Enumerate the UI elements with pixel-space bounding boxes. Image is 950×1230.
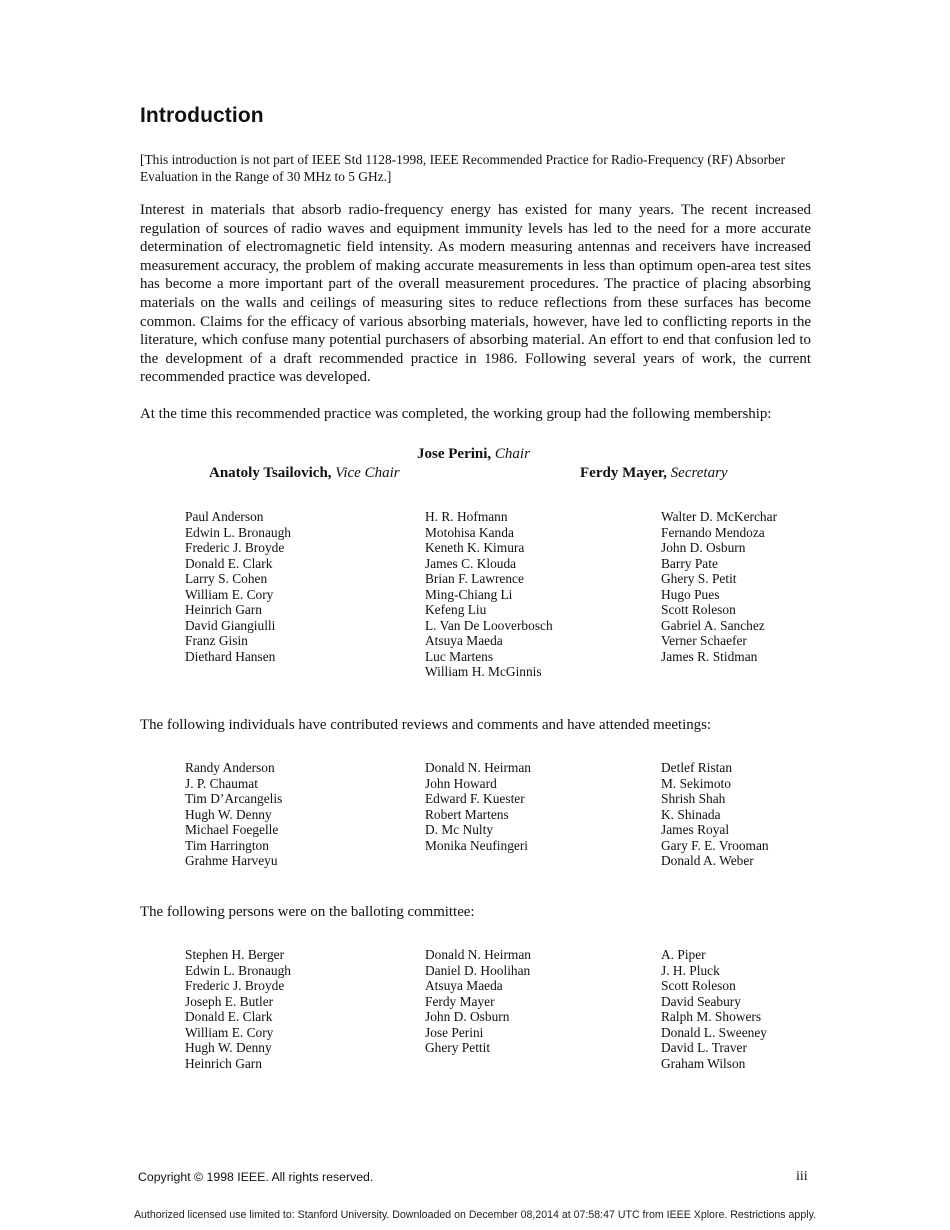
person-name: Gabriel A. Sanchez	[661, 617, 765, 633]
person-name: Donald E. Clark	[185, 555, 273, 571]
vice-chair-line	[209, 465, 400, 482]
person-name: A. Piper	[661, 947, 706, 962]
person-name: John D. Osburn	[425, 1009, 510, 1025]
balloting-intro: The following persons were on the balloting committee:	[140, 904, 475, 920]
person-name: Diethard Hansen	[185, 648, 276, 664]
page-title: Introduction	[140, 104, 264, 127]
contributors-intro: The following individuals have contributed reviews and comments and have attended meetings:	[140, 717, 712, 733]
person-name: Edwin L. Bronaugh	[185, 524, 291, 540]
person-name: J. P. Chaumat	[185, 775, 258, 791]
person-name: Donald A. Weber	[661, 853, 754, 869]
person-name: Heinrich Garn	[185, 602, 262, 618]
chair-role: Chair	[494, 446, 530, 462]
person-name: Barry Pate	[661, 555, 718, 571]
person-name: Detlef Ristan	[661, 760, 733, 775]
person-name: Gary F. E. Vrooman	[661, 837, 769, 853]
person-name: Franz Gisin	[185, 633, 248, 649]
person-name: James R. Stidman	[661, 648, 758, 664]
contributors-column-2	[425, 760, 531, 853]
person-name: Ferdy Mayer	[425, 993, 495, 1009]
person-name: David Giangiulli	[185, 617, 276, 633]
person-name: Donald N. Heirman	[425, 947, 531, 962]
person-name: Robert Martens	[425, 806, 509, 822]
person-name: Motohisa Kanda	[425, 524, 514, 540]
balloting-column-3	[661, 947, 767, 1071]
person-name: Heinrich Garn	[185, 1055, 262, 1071]
chair-name: Jose Perini,	[417, 446, 492, 462]
person-name: Hugh W. Denny	[185, 1040, 272, 1056]
balloting-column-2	[425, 947, 531, 1056]
person-name: Randy Anderson	[185, 760, 275, 775]
person-name: Paul Anderson	[185, 509, 264, 524]
person-name: Donald N. Heirman	[425, 760, 531, 775]
person-name: Hugo Pues	[661, 586, 720, 602]
person-name: John D. Osburn	[661, 540, 746, 556]
introduction-paragraph: Interest in materials that absorb radio-frequency energy has existed for many years. The recent increased regulation of sources of radio waves and equipment immunity levels has led to the need for a more accurate determination of electromagnetic field intensity. As modern measuring antennas and receivers have increased measurement accuracy, the problem of making accurate measurements in less than optimum open-area test sites has become a more important part of the overall measurement procedures. The practice of placing absorbing materials on the walls and ceilings of measuring sites to reduce reflections from these surfaces has become common. Claims for the efficacy of various absorbing materials, however, have led to conflicting reports in the literature, which confuse many potential purchasers of absorbing material. An effort to end that confusion led to the development of a draft recommended practice in 1986. Following several years of work, the current recommended practice was developed.	[140, 202, 811, 386]
person-name: Atsuya Maeda	[425, 633, 503, 649]
contributors-column-1	[185, 760, 282, 869]
person-name: Kefeng Liu	[425, 602, 487, 618]
members-column-3	[661, 509, 777, 664]
person-name: Hugh W. Denny	[185, 806, 272, 822]
person-name: D. Mc Nulty	[425, 822, 494, 838]
person-name: Luc Martens	[425, 648, 494, 664]
person-name: William H. McGinnis	[425, 664, 542, 680]
person-name: L. Van De Looverbosch	[425, 617, 553, 633]
person-name: Ming-Chiang Li	[425, 586, 513, 602]
person-name: James Royal	[661, 822, 730, 838]
introduction-note: [This introduction is not part of IEEE Std 1128-1998, IEEE Recommended Practice for Radio-Frequency (RF) Absorber Evaluation in the Range of 30 MHz to 5 GHz.]	[140, 152, 786, 184]
person-name: Ghery Pettit	[425, 1040, 491, 1056]
person-name: Ralph M. Showers	[661, 1009, 762, 1025]
members-column-1	[185, 509, 291, 664]
person-name: Fernando Mendoza	[661, 524, 765, 540]
vice-chair-role: Vice Chair	[335, 465, 400, 481]
membership-intro: At the time this recommended practice was completed, the working group had the following membership:	[140, 406, 772, 422]
person-name: Jose Perini	[425, 1024, 484, 1040]
person-name: Frederic J. Broyde	[185, 978, 285, 994]
secretary-name: Ferdy Mayer,	[580, 465, 667, 481]
secretary-line	[580, 465, 728, 482]
page-number: iii	[796, 1169, 808, 1184]
person-name: Brian F. Lawrence	[425, 571, 524, 587]
person-name: H. R. Hofmann	[425, 509, 508, 524]
person-name: William E. Cory	[185, 1024, 274, 1040]
members-column-2	[425, 509, 553, 680]
person-name: Joseph E. Butler	[185, 993, 274, 1009]
person-name: Graham Wilson	[661, 1055, 746, 1071]
person-name: Larry S. Cohen	[185, 571, 268, 587]
person-name: Tim D’Arcangelis	[185, 791, 283, 807]
person-name: Atsuya Maeda	[425, 978, 503, 994]
person-name: J. H. Pluck	[661, 962, 720, 978]
person-name: Scott Roleson	[661, 602, 736, 618]
copyright-notice: Copyright © 1998 IEEE. All rights reserved.	[138, 1170, 374, 1184]
person-name: Verner Schaefer	[661, 633, 747, 649]
person-name: Daniel D. Hoolihan	[425, 962, 531, 978]
person-name: Scott Roleson	[661, 978, 736, 994]
person-name: Grahme Harveyu	[185, 853, 278, 869]
person-name: Edwin L. Bronaugh	[185, 962, 291, 978]
person-name: Keneth K. Kimura	[425, 540, 525, 556]
person-name: John Howard	[425, 775, 497, 791]
person-name: Donald E. Clark	[185, 1009, 273, 1025]
secretary-role: Secretary	[670, 465, 728, 481]
person-name: Michael Foegelle	[185, 822, 279, 838]
person-name: David Seabury	[661, 993, 741, 1009]
person-name: Walter D. McKerchar	[661, 509, 778, 524]
vice-chair-name: Anatoly Tsailovich,	[209, 465, 332, 481]
person-name: K. Shinada	[661, 806, 721, 822]
person-name: Stephen H. Berger	[185, 947, 285, 962]
contributors-column-3	[661, 760, 769, 869]
person-name: Monika Neufingeri	[425, 837, 529, 853]
person-name: Tim Harrington	[185, 837, 269, 853]
person-name: Ghery S. Petit	[661, 571, 737, 587]
chair-line	[417, 446, 530, 463]
person-name: M. Sekimoto	[661, 775, 731, 791]
person-name: Frederic J. Broyde	[185, 540, 285, 556]
person-name: Edward F. Kuester	[425, 791, 525, 807]
license-notice: Authorized licensed use limited to: Stanford University. Downloaded on December 08,2014 at 07:58:47 UTC from IEEE Xplore. Restrictions apply.	[133, 1209, 817, 1221]
person-name: David L. Traver	[661, 1040, 747, 1056]
person-name: Shrish Shah	[661, 791, 726, 807]
person-name: Donald L. Sweeney	[661, 1024, 767, 1040]
person-name: William E. Cory	[185, 586, 274, 602]
person-name: James C. Klouda	[425, 555, 517, 571]
balloting-column-1	[185, 947, 291, 1071]
